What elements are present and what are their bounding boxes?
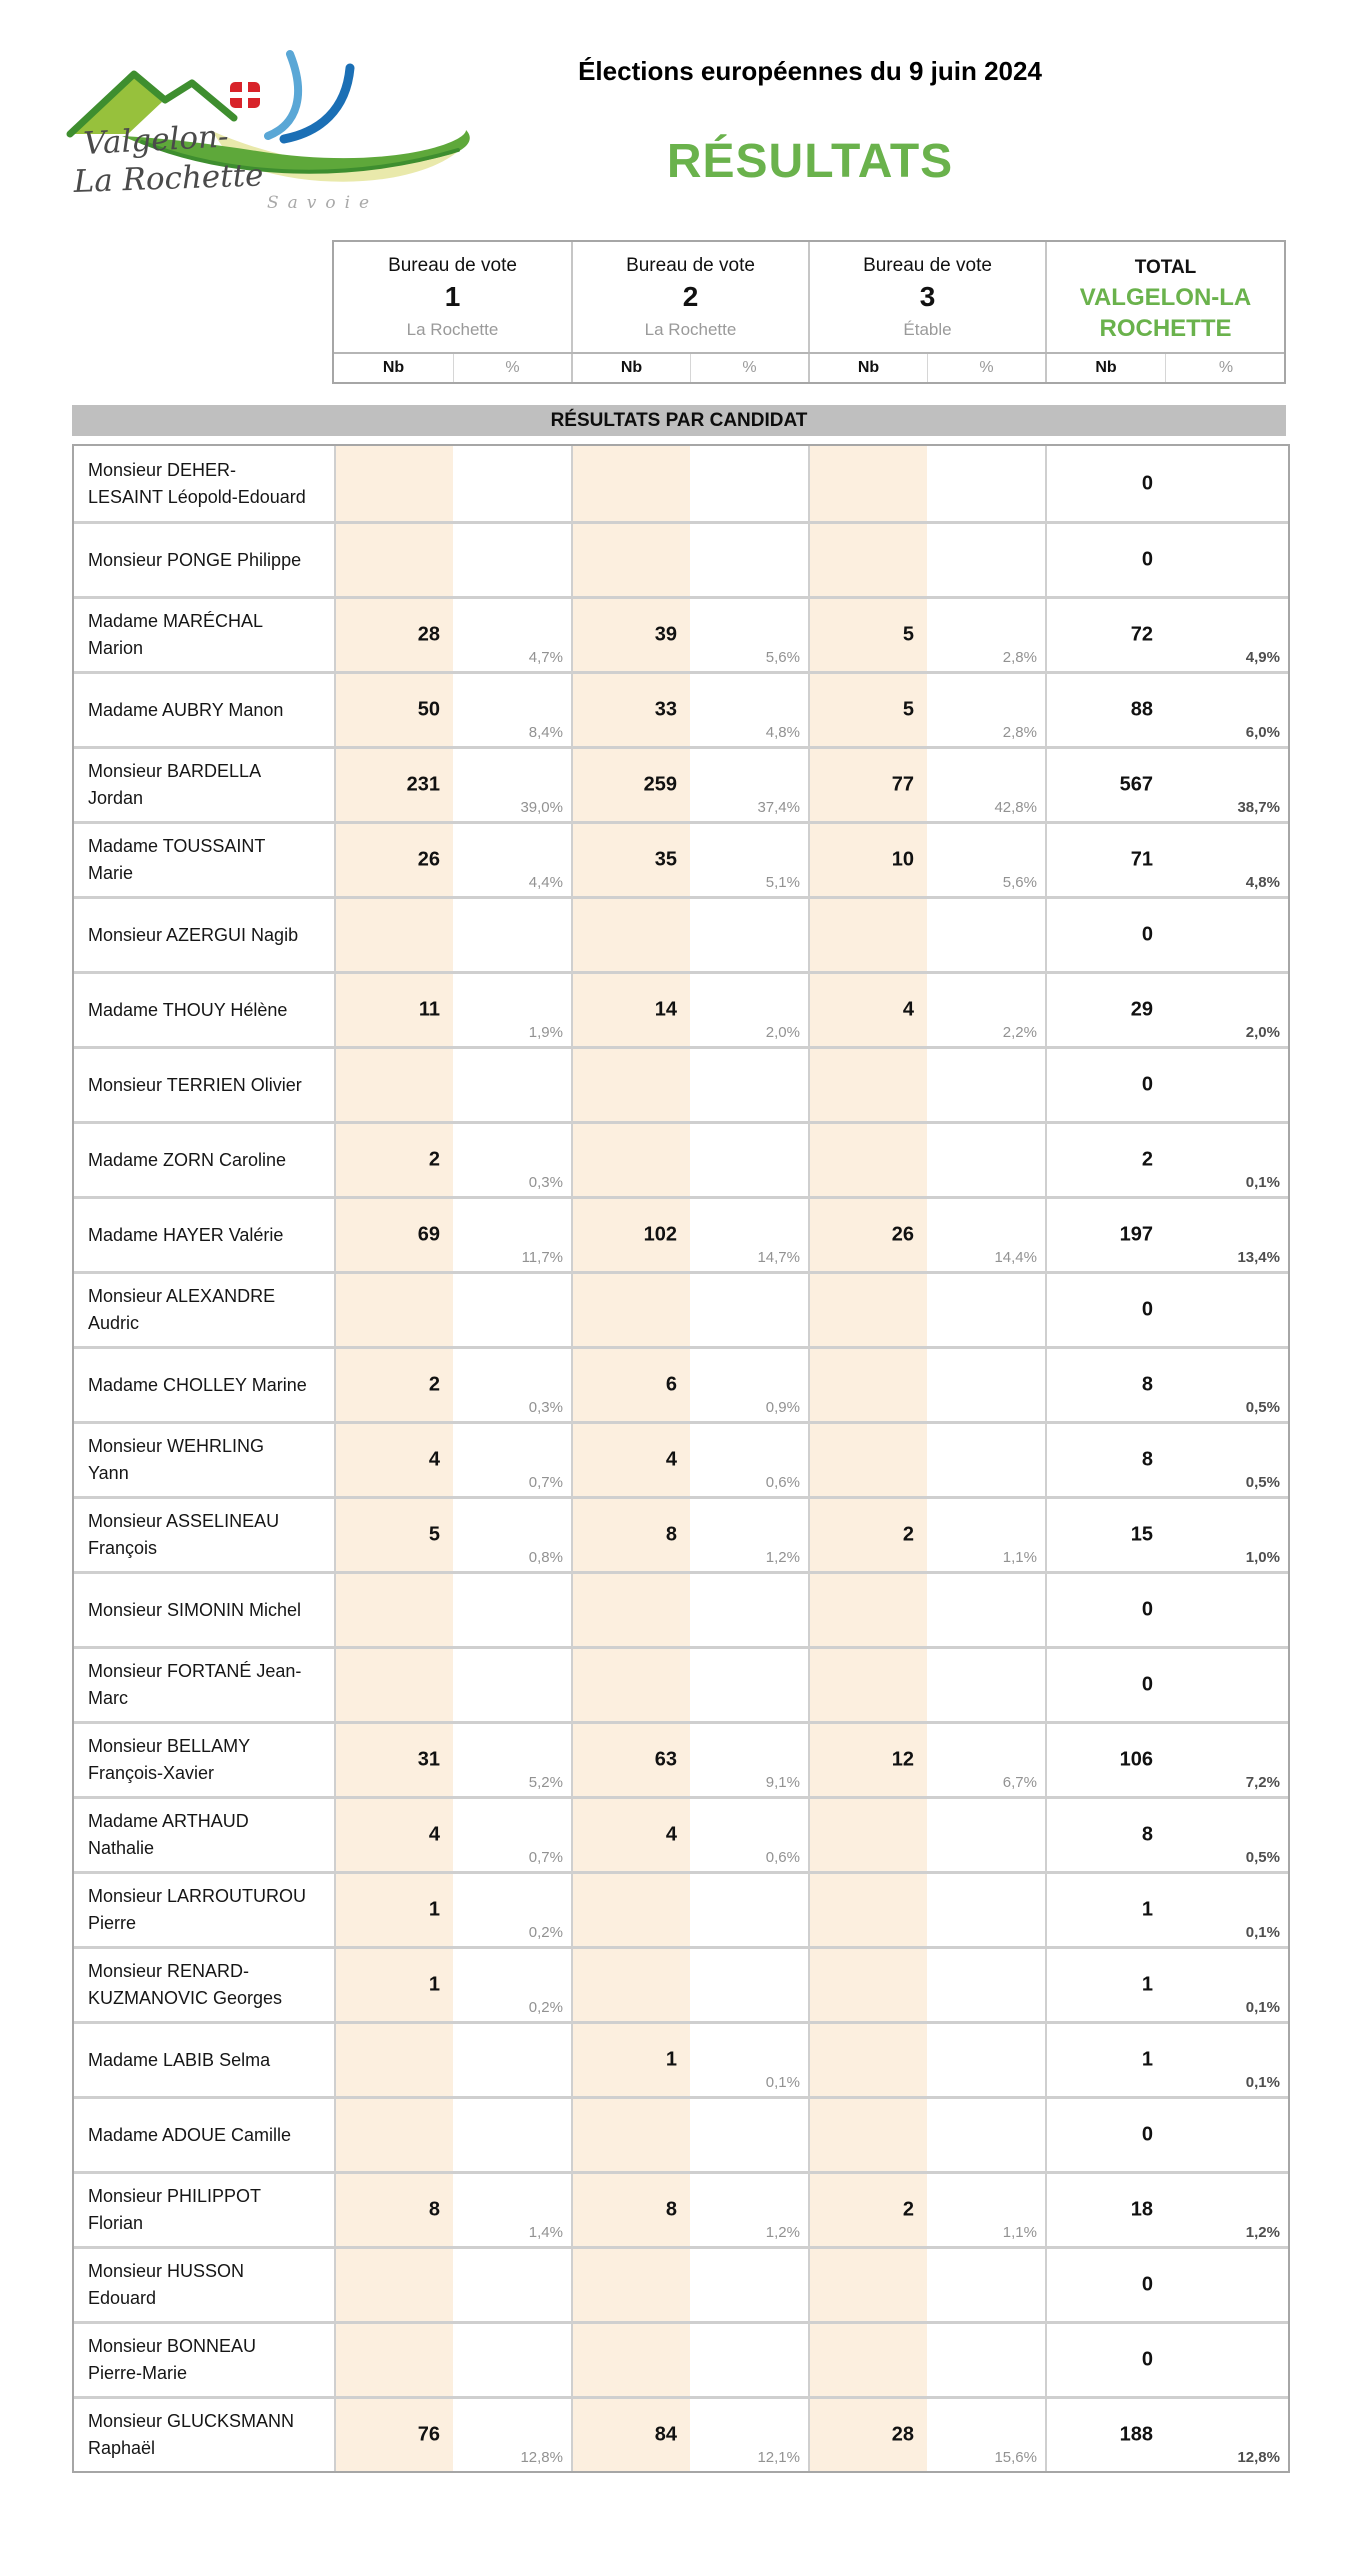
bureau1-percent xyxy=(453,1049,571,1121)
table-row xyxy=(74,1121,1288,1196)
bureau2-percent xyxy=(690,2099,808,2171)
bureau3-percent: 5,6% xyxy=(1002,874,1037,891)
logo-line1: Valgelon- xyxy=(82,118,230,162)
bureau1-votes: 76 xyxy=(334,2399,453,2471)
bureau1-votes: 1 xyxy=(334,1949,453,2021)
table-row xyxy=(74,1796,1288,1871)
total-votes: 29 xyxy=(1045,974,1165,1046)
total-votes: 0 xyxy=(1045,2249,1165,2321)
candidate-name: Monsieur WEHRLING Yann xyxy=(88,1436,265,1483)
table-row xyxy=(74,521,1288,596)
table-row xyxy=(74,446,1288,521)
logo-region: Savoie xyxy=(267,193,379,213)
table-row xyxy=(74,1421,1288,1496)
bureau1-votes: 5 xyxy=(334,1499,453,1571)
bureau1-votes xyxy=(334,899,453,971)
total-votes: 0 xyxy=(1045,1574,1165,1646)
bureau1-votes xyxy=(334,524,453,596)
bureau1-percent: 8,4% xyxy=(528,724,563,741)
bureau2-percent xyxy=(690,1574,808,1646)
bureau3-votes xyxy=(808,1349,927,1421)
table-row xyxy=(74,1571,1288,1646)
total-votes: 197 xyxy=(1045,1199,1165,1271)
candidate-name: Madame ZORN Caroline xyxy=(88,1149,287,1170)
bureau2-percent xyxy=(690,1124,808,1196)
bureau1-percent: 0,3% xyxy=(528,1174,563,1191)
page-title: Élections européennes du 9 juin 2024 xyxy=(578,56,1042,86)
total-header: TOTAL VALGELON-LA ROCHETTE xyxy=(1045,242,1284,352)
bureau3-votes: 2 xyxy=(808,2174,927,2246)
bureau3-percent xyxy=(927,1949,1045,2021)
candidate-name: Monsieur PONGE Philippe xyxy=(88,549,302,570)
bureau2-votes: 1 xyxy=(571,2024,690,2096)
total-percent xyxy=(1165,1574,1288,1646)
bureau-1-header: Bureau de vote 1 La Rochette xyxy=(388,255,517,339)
table-row xyxy=(74,821,1288,896)
bureau1-votes: 2 xyxy=(334,1349,453,1421)
nb-label: Nb xyxy=(571,354,690,382)
bureau3-votes xyxy=(808,1124,927,1196)
bureau3-votes xyxy=(808,2024,927,2096)
total-percent: 38,7% xyxy=(1237,799,1280,816)
bureau3-votes xyxy=(808,1949,927,2021)
total-percent xyxy=(1165,524,1288,596)
bureau2-percent: 5,6% xyxy=(765,649,800,666)
bureau2-votes: 259 xyxy=(571,749,690,821)
bureau3-percent xyxy=(927,1049,1045,1121)
bureau1-votes xyxy=(334,1274,453,1346)
total-votes: 1 xyxy=(1045,1949,1165,2021)
bureau1-votes xyxy=(334,2249,453,2321)
bureau2-votes: 33 xyxy=(571,674,690,746)
bureau3-percent: 2,8% xyxy=(1002,724,1037,741)
bureau2-votes xyxy=(571,2249,690,2321)
bureau1-percent: 4,4% xyxy=(528,874,563,891)
bureau2-percent xyxy=(690,1274,808,1346)
bureau2-votes: 8 xyxy=(571,1499,690,1571)
bureau2-votes xyxy=(571,1949,690,2021)
bureau2-percent xyxy=(690,2249,808,2321)
candidate-name: Monsieur AZERGUI Nagib xyxy=(88,924,299,945)
total-votes: 0 xyxy=(1045,446,1165,521)
bureau1-votes: 69 xyxy=(334,1199,453,1271)
bureau2-percent: 1,2% xyxy=(765,2224,800,2241)
bureau3-percent xyxy=(927,1649,1045,1721)
candidate-name: Monsieur HUSSON Edouard xyxy=(88,2261,245,2308)
total-votes: 0 xyxy=(1045,524,1165,596)
total-percent: 0,1% xyxy=(1245,1999,1280,2016)
bureau3-votes xyxy=(808,1274,927,1346)
bureau3-votes xyxy=(808,2249,927,2321)
bureau3-votes xyxy=(808,1874,927,1946)
bureau2-votes: 4 xyxy=(571,1424,690,1496)
bureau1-percent xyxy=(453,899,571,971)
bureau1-percent: 0,7% xyxy=(528,1474,563,1491)
bureau2-votes: 63 xyxy=(571,1724,690,1796)
total-votes: 8 xyxy=(1045,1349,1165,1421)
candidate-name: Monsieur PHILIPPOT Florian xyxy=(88,2186,261,2233)
total-votes: 567 xyxy=(1045,749,1165,821)
candidate-name: Monsieur GLUCKSMANN Raphaël xyxy=(88,2411,295,2458)
bureau1-percent: 1,9% xyxy=(528,1024,563,1041)
candidate-name: Madame LABIB Selma xyxy=(88,2049,271,2070)
bureau1-votes xyxy=(334,446,453,521)
bureau3-percent: 2,2% xyxy=(1002,1024,1037,1041)
bureau1-percent: 5,2% xyxy=(528,1774,563,1791)
candidate-name: Madame THOUY Hélène xyxy=(88,999,288,1020)
bureau1-percent xyxy=(453,1274,571,1346)
bureau1-votes xyxy=(334,1574,453,1646)
total-percent: 7,2% xyxy=(1245,1774,1280,1791)
total-votes: 188 xyxy=(1045,2399,1165,2471)
bureau1-votes: 11 xyxy=(334,974,453,1046)
bureau2-percent xyxy=(690,899,808,971)
candidate-name: Monsieur DEHER-LESAINT Léopold-Edouard xyxy=(88,459,306,507)
table-row xyxy=(74,1046,1288,1121)
bureau2-votes: 39 xyxy=(571,599,690,671)
total-percent: 0,1% xyxy=(1245,1174,1280,1191)
bureau3-percent xyxy=(927,2099,1045,2171)
candidate-name: Madame ARTHAUD Nathalie xyxy=(88,1811,249,1858)
table-row xyxy=(74,2171,1288,2246)
bureau3-votes: 10 xyxy=(808,824,927,896)
bureau3-percent xyxy=(927,2249,1045,2321)
bureau2-votes xyxy=(571,1649,690,1721)
bureau2-votes xyxy=(571,446,690,521)
table-row xyxy=(74,1721,1288,1796)
candidate-name: Monsieur SIMONIN Michel xyxy=(88,1599,302,1620)
bureau3-percent xyxy=(927,1124,1045,1196)
total-percent: 0,5% xyxy=(1245,1474,1280,1491)
bureau2-votes: 8 xyxy=(571,2174,690,2246)
bureau2-votes xyxy=(571,2324,690,2396)
bureau2-votes xyxy=(571,1049,690,1121)
bureau3-percent: 14,4% xyxy=(994,1249,1037,1266)
total-percent: 6,0% xyxy=(1245,724,1280,741)
bureau3-percent xyxy=(927,446,1045,521)
total-votes: 2 xyxy=(1045,1124,1165,1196)
bureau1-votes: 28 xyxy=(334,599,453,671)
total-percent xyxy=(1165,1049,1288,1121)
bureau1-votes: 1 xyxy=(334,1874,453,1946)
total-percent xyxy=(1165,1649,1288,1721)
total-percent: 2,0% xyxy=(1245,1024,1280,1041)
total-percent: 0,5% xyxy=(1245,1399,1280,1416)
bureau2-votes: 6 xyxy=(571,1349,690,1421)
bureau1-percent xyxy=(453,2099,571,2171)
bureau2-percent xyxy=(690,524,808,596)
total-percent: 0,1% xyxy=(1245,2074,1280,2091)
total-percent xyxy=(1165,2324,1288,2396)
bureau2-votes xyxy=(571,1874,690,1946)
bureau3-percent xyxy=(927,1274,1045,1346)
bureau3-percent: 6,7% xyxy=(1002,1774,1037,1791)
bureau1-percent: 0,7% xyxy=(528,1849,563,1866)
total-votes: 71 xyxy=(1045,824,1165,896)
candidate-name: Monsieur ASSELINEAU François xyxy=(88,1511,280,1558)
bureau2-votes: 84 xyxy=(571,2399,690,2471)
bureau1-percent: 0,2% xyxy=(528,1924,563,1941)
table-row xyxy=(74,2321,1288,2396)
bureau1-percent xyxy=(453,524,571,596)
bureau3-votes xyxy=(808,2324,927,2396)
bureau1-percent: 11,7% xyxy=(521,1249,563,1266)
bureau3-percent xyxy=(927,524,1045,596)
nb-label: Nb xyxy=(1045,354,1165,382)
bureau1-percent: 0,2% xyxy=(528,1999,563,2016)
total-percent: 0,1% xyxy=(1245,1924,1280,1941)
bureau1-percent xyxy=(453,2249,571,2321)
bureau1-votes: 4 xyxy=(334,1424,453,1496)
pct-label: % xyxy=(690,354,808,382)
pct-label: % xyxy=(927,354,1045,382)
bureau3-votes xyxy=(808,1649,927,1721)
total-percent xyxy=(1165,899,1288,971)
bureau2-percent xyxy=(690,1649,808,1721)
total-votes: 88 xyxy=(1045,674,1165,746)
total-votes: 8 xyxy=(1045,1799,1165,1871)
bureau3-percent xyxy=(927,1799,1045,1871)
total-votes: 106 xyxy=(1045,1724,1165,1796)
total-percent: 1,0% xyxy=(1245,1549,1280,1566)
bureau1-votes: 26 xyxy=(334,824,453,896)
bureau3-votes: 5 xyxy=(808,599,927,671)
total-votes: 0 xyxy=(1045,1049,1165,1121)
bureau1-percent xyxy=(453,446,571,521)
candidate-name: Monsieur TERRIEN Olivier xyxy=(88,1074,302,1095)
bureau3-votes xyxy=(808,899,927,971)
logo-line2: La Rochette xyxy=(73,157,265,200)
bureau2-votes: 4 xyxy=(571,1799,690,1871)
bureau2-percent: 4,8% xyxy=(765,724,800,741)
nb-label: Nb xyxy=(382,359,405,376)
bureau3-votes: 77 xyxy=(808,749,927,821)
bureau3-votes xyxy=(808,1424,927,1496)
bureau2-percent xyxy=(690,1949,808,2021)
savoie-cross-icon xyxy=(228,80,262,110)
bureau2-votes xyxy=(571,1124,690,1196)
bureau2-percent xyxy=(690,1874,808,1946)
bureau1-percent: 0,3% xyxy=(528,1399,563,1416)
bureau1-votes: 2 xyxy=(334,1124,453,1196)
bureau3-percent xyxy=(927,1349,1045,1421)
pct-label: % xyxy=(453,354,571,382)
bureau3-percent xyxy=(927,1874,1045,1946)
candidate-name: Monsieur ALEXANDRE Audric xyxy=(88,1286,276,1333)
total-percent: 4,9% xyxy=(1245,649,1280,666)
bureau-header-row xyxy=(334,242,1284,352)
bureau1-votes: 31 xyxy=(334,1724,453,1796)
candidate-results-table xyxy=(72,444,1290,2473)
total-votes: 0 xyxy=(1045,1274,1165,1346)
bureau-3-header: Bureau de vote 3 Étable xyxy=(808,242,1045,352)
bureau3-votes xyxy=(808,524,927,596)
total-percent xyxy=(1165,2249,1288,2321)
total-votes: 15 xyxy=(1045,1499,1165,1571)
bureau1-percent xyxy=(453,1649,571,1721)
bureau1-percent xyxy=(453,1574,571,1646)
bureau3-percent xyxy=(927,1574,1045,1646)
section-title-band: RÉSULTATS PAR CANDIDAT xyxy=(72,405,1286,436)
bureau2-votes xyxy=(571,899,690,971)
bureau3-votes: 4 xyxy=(808,974,927,1046)
bureau1-votes: 4 xyxy=(334,1799,453,1871)
candidate-name: Monsieur BARDELLA Jordan xyxy=(88,761,261,808)
bureau2-votes: 35 xyxy=(571,824,690,896)
bureau3-votes: 28 xyxy=(808,2399,927,2471)
total-votes: 0 xyxy=(1045,899,1165,971)
candidate-name: Madame AUBRY Manon xyxy=(88,699,284,720)
bureau1-percent: 39,0% xyxy=(520,799,563,816)
bureau2-percent xyxy=(690,2324,808,2396)
bureau-header-table xyxy=(332,240,1286,384)
total-percent: 0,5% xyxy=(1245,1849,1280,1866)
bureau2-percent: 0,1% xyxy=(765,2074,800,2091)
bureau3-percent: 1,1% xyxy=(1002,2224,1037,2241)
bureau1-votes: 50 xyxy=(334,674,453,746)
bureau2-percent: 0,6% xyxy=(765,1849,800,1866)
bureau3-votes xyxy=(808,1574,927,1646)
table-row xyxy=(74,1271,1288,1346)
candidate-name: Monsieur BONNEAU Pierre-Marie xyxy=(88,2336,257,2383)
bureau3-votes: 12 xyxy=(808,1724,927,1796)
bureau1-percent: 12,8% xyxy=(520,2449,563,2466)
table-row xyxy=(74,746,1288,821)
results-heading: RÉSULTATS xyxy=(666,135,954,188)
candidate-name: Madame HAYER Valérie xyxy=(88,1224,284,1245)
total-votes: 8 xyxy=(1045,1424,1165,1496)
bureau3-votes: 5 xyxy=(808,674,927,746)
table-row xyxy=(74,1871,1288,1946)
candidate-name: Monsieur RENARD-KUZMANOVIC Georges xyxy=(88,1961,283,2008)
candidate-name: Madame TOUSSAINT Marie xyxy=(88,836,266,883)
table-row xyxy=(74,1346,1288,1421)
table-row xyxy=(74,896,1288,971)
bureau2-percent xyxy=(690,1049,808,1121)
candidate-name: Madame CHOLLEY Marine xyxy=(88,1374,307,1395)
bureau3-percent xyxy=(927,1424,1045,1496)
bureau3-votes xyxy=(808,1049,927,1121)
nb-label: Nb xyxy=(808,354,927,382)
candidate-name: Monsieur LARROUTUROU Pierre xyxy=(88,1886,307,1933)
table-row xyxy=(74,1196,1288,1271)
total-percent: 12,8% xyxy=(1237,2449,1280,2466)
bureau3-votes xyxy=(808,1799,927,1871)
candidate-name: Madame MARÉCHAL Marion xyxy=(88,611,263,658)
bureau1-percent: 0,8% xyxy=(528,1549,563,1566)
bureau2-percent: 0,9% xyxy=(765,1399,800,1416)
total-votes: 72 xyxy=(1045,599,1165,671)
bureau3-percent: 1,1% xyxy=(1002,1549,1037,1566)
pct-label: % xyxy=(1165,354,1286,382)
table-row xyxy=(74,1496,1288,1571)
candidate-name: Monsieur FORTANÉ Jean-Marc xyxy=(88,1661,302,1708)
bureau2-votes xyxy=(571,2099,690,2171)
bureau2-percent xyxy=(690,446,808,521)
bureau1-votes: 8 xyxy=(334,2174,453,2246)
bureau2-percent: 1,2% xyxy=(765,1549,800,1566)
bureau1-percent: 4,7% xyxy=(528,649,563,666)
bureau2-votes xyxy=(571,1574,690,1646)
bureau1-percent xyxy=(453,2324,571,2396)
total-percent xyxy=(1165,446,1288,521)
bureau1-votes xyxy=(334,2324,453,2396)
total-votes: 0 xyxy=(1045,2099,1165,2171)
bureau2-votes xyxy=(571,1274,690,1346)
table-row xyxy=(74,671,1288,746)
table-row xyxy=(74,2246,1288,2321)
table-row xyxy=(74,596,1288,671)
total-votes: 0 xyxy=(1045,2324,1165,2396)
bureau3-percent xyxy=(927,2024,1045,2096)
bureau1-votes xyxy=(334,2099,453,2171)
nb-pct-subheader-row xyxy=(334,352,1284,382)
bureau2-percent: 9,1% xyxy=(765,1774,800,1791)
total-percent: 1,2% xyxy=(1245,2224,1280,2241)
total-percent xyxy=(1165,1274,1288,1346)
bureau1-percent xyxy=(453,2024,571,2096)
bureau1-votes: 231 xyxy=(334,749,453,821)
total-votes: 1 xyxy=(1045,2024,1165,2096)
bureau2-percent: 12,1% xyxy=(757,2449,800,2466)
bureau1-votes xyxy=(334,2024,453,2096)
candidate-name: Madame ADOUE Camille xyxy=(88,2124,292,2145)
table-row xyxy=(74,2021,1288,2096)
bureau1-votes xyxy=(334,1049,453,1121)
bureau3-votes xyxy=(808,446,927,521)
bureau2-percent: 37,4% xyxy=(757,799,800,816)
total-votes: 1 xyxy=(1045,1874,1165,1946)
bureau3-percent: 42,8% xyxy=(994,799,1037,816)
bureau2-votes: 14 xyxy=(571,974,690,1046)
bureau2-percent: 14,7% xyxy=(757,1249,800,1266)
total-percent: 4,8% xyxy=(1245,874,1280,891)
bureau3-votes xyxy=(808,2099,927,2171)
total-percent xyxy=(1165,2099,1288,2171)
total-votes: 18 xyxy=(1045,2174,1165,2246)
bureau2-percent: 5,1% xyxy=(765,874,800,891)
bureau1-percent: 1,4% xyxy=(528,2224,563,2241)
bureau3-percent xyxy=(927,2324,1045,2396)
table-row xyxy=(74,1646,1288,1721)
bureau3-percent xyxy=(927,899,1045,971)
bureau2-votes: 102 xyxy=(571,1199,690,1271)
total-percent: 13,4% xyxy=(1237,1249,1280,1266)
bureau3-percent: 15,6% xyxy=(994,2449,1037,2466)
table-row xyxy=(74,971,1288,1046)
bureau-2-header: Bureau de vote 2 La Rochette xyxy=(571,242,808,352)
table-row xyxy=(74,2096,1288,2171)
bureau2-votes xyxy=(571,524,690,596)
bureau3-votes: 2 xyxy=(808,1499,927,1571)
table-row xyxy=(74,1946,1288,2021)
bureau3-votes: 26 xyxy=(808,1199,927,1271)
candidate-name: Monsieur BELLAMY François-Xavier xyxy=(88,1736,250,1783)
table-row xyxy=(74,2396,1288,2471)
bureau3-percent: 2,8% xyxy=(1002,649,1037,666)
bureau2-percent: 0,6% xyxy=(765,1474,800,1491)
bureau2-percent: 2,0% xyxy=(765,1024,800,1041)
total-votes: 0 xyxy=(1045,1649,1165,1721)
bureau1-votes xyxy=(334,1649,453,1721)
